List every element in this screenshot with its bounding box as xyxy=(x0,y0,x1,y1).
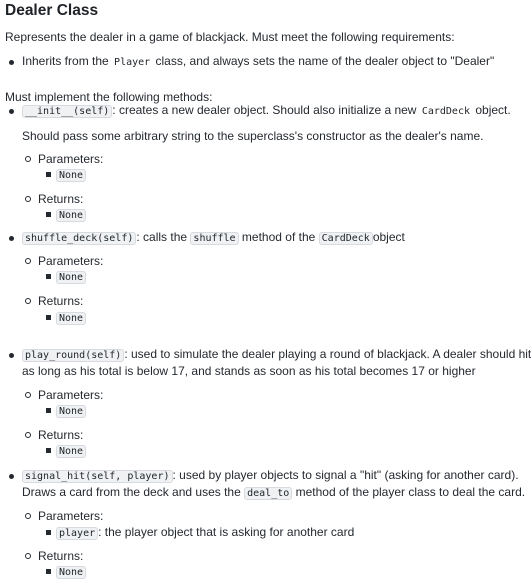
bullet-square xyxy=(46,448,51,453)
intro-text: Represents the dealer in a game of blackjack. Must meet the following requirements: xyxy=(5,30,455,44)
player-param-code: player xyxy=(56,527,98,540)
bullet-square xyxy=(46,274,51,279)
bullet-dot xyxy=(9,109,14,114)
shuffle-params-label: Parameters: xyxy=(38,254,104,268)
signal-description-post: method of the player class to deal the card. xyxy=(295,485,526,499)
player-param-description: : the player object that is asking for another card xyxy=(98,525,355,539)
signal-description-pre: Draws a card from the deck and uses the xyxy=(22,485,241,499)
init-params-value: None xyxy=(56,169,86,182)
shuffle-description-end: object xyxy=(372,230,405,244)
shuffle-code: shuffle xyxy=(190,232,238,245)
bullet-circle xyxy=(25,513,31,519)
bullet-square xyxy=(46,408,51,413)
page-title: Dealer Class xyxy=(5,2,99,19)
inherits-text-post: class, and always sets the name of the dealer object to "Dealer" xyxy=(155,54,495,68)
init-method-item xyxy=(22,101,511,121)
bullet-circle xyxy=(25,553,31,559)
shuffle-description-mid: method of the xyxy=(241,230,316,244)
play-returns-value: None xyxy=(56,445,86,458)
bullet-circle xyxy=(25,432,31,438)
signal-description-line2 xyxy=(22,483,525,503)
shuffle-returns-value: None xyxy=(56,312,86,325)
signal-description-line1: : used by player objects to signal a "hit" (asking for another card). xyxy=(172,468,519,482)
init-returns-label: Returns: xyxy=(38,192,84,206)
play-params-label: Parameters: xyxy=(38,388,104,402)
init-description-end: object. xyxy=(475,103,511,117)
play-description-line2: as long as his total is below 17, and stands as soon as his total becomes 17 or higher xyxy=(22,364,476,378)
signal-signature-code: signal_hit(self, player) xyxy=(22,470,173,483)
signal-param-item xyxy=(56,523,354,543)
bullet-circle xyxy=(25,298,31,304)
bullet-circle xyxy=(25,196,31,202)
bullet-circle xyxy=(25,392,31,398)
shuffle-description: : calls the xyxy=(136,230,188,244)
bullet-square xyxy=(46,315,51,320)
play-signature-code: play_round(self) xyxy=(22,349,124,362)
bullet-circle xyxy=(25,258,31,264)
signal-params-label: Parameters: xyxy=(38,509,104,523)
bullet-square xyxy=(46,172,51,177)
bullet-dot xyxy=(9,60,14,65)
carddeck-code: CardDeck xyxy=(421,106,470,117)
shuffle-method-item xyxy=(22,228,405,248)
signal-returns-value: None xyxy=(56,566,86,579)
play-returns-label: Returns: xyxy=(38,428,84,442)
bullet-dot xyxy=(9,236,14,241)
init-signature-code: __init__(self) xyxy=(22,105,112,118)
bullet-circle xyxy=(25,156,31,162)
bullet-square xyxy=(46,530,51,535)
bullet-dot xyxy=(9,474,14,479)
shuffle-params-value: None xyxy=(56,271,86,284)
shuffle-signature-code: shuffle_deck(self) xyxy=(22,232,136,245)
signal-returns-label: Returns: xyxy=(38,549,84,563)
carddeck-code: CardDeck xyxy=(319,232,373,245)
init-note: Should pass some arbitrary string to the superclass's constructor as the dealer's name. xyxy=(22,129,484,143)
init-returns-value: None xyxy=(56,209,86,222)
inherits-text-pre: Inherits from the xyxy=(22,54,109,68)
play-description-line1: : used to simulate the dealer playing a round of blackjack. A dealer should hit xyxy=(124,347,531,361)
methods-heading: Must implement the following methods: xyxy=(5,90,213,104)
inherits-item xyxy=(22,52,494,72)
shuffle-returns-label: Returns: xyxy=(38,294,84,308)
bullet-square xyxy=(46,569,51,574)
deal-to-code: deal_to xyxy=(244,487,292,500)
player-class-code: Player xyxy=(114,57,151,68)
bullet-dot xyxy=(9,353,14,358)
bullet-square xyxy=(46,212,51,217)
init-params-label: Parameters: xyxy=(38,152,104,166)
play-params-value: None xyxy=(56,405,86,418)
init-description: : creates a new dealer object. Should also initialize a new xyxy=(112,103,417,117)
